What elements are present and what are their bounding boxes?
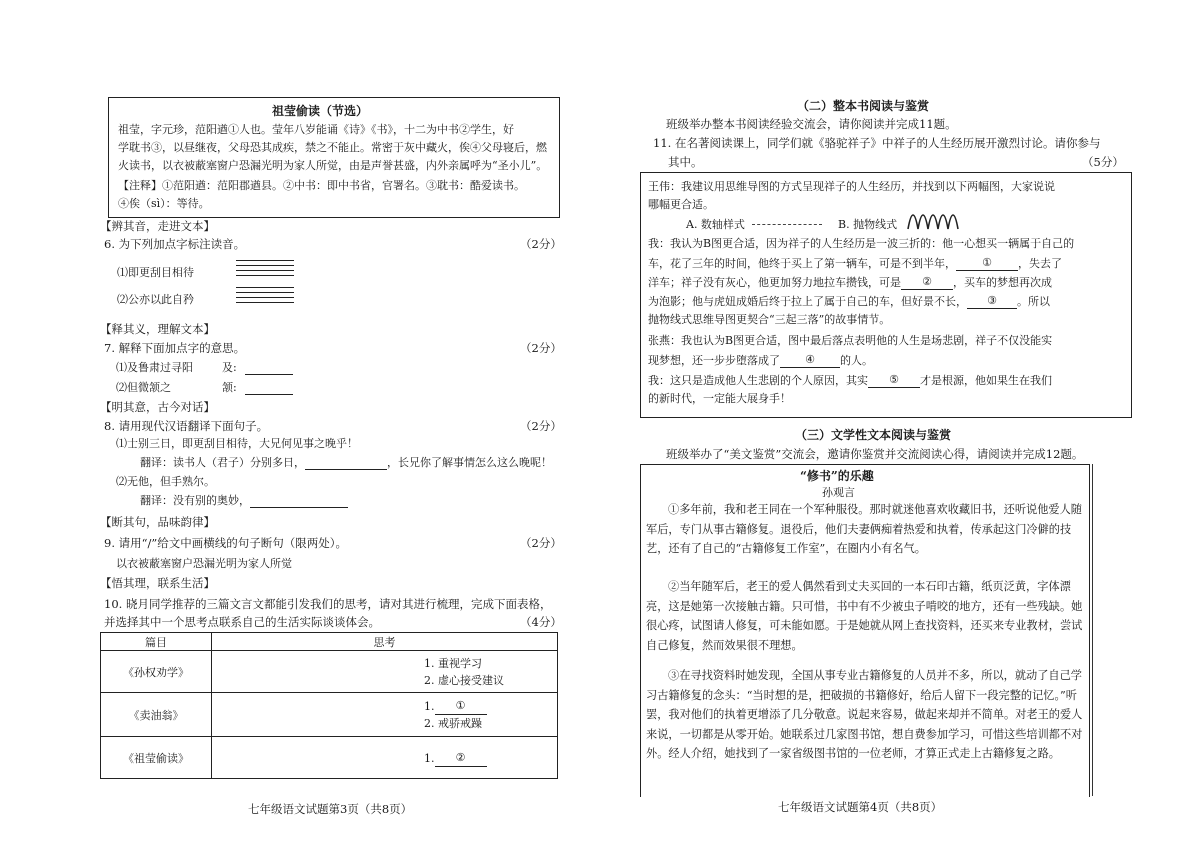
thoughts-cell <box>212 693 558 737</box>
article-paragraph-3: ③在寻找资料时她发现，全国从事专业古籍修复的人员并不多，所以，就动了自己学习古籍修复的念头：“当时想的是，把破损的书籍修好，给后人留下一段完整的记忆。”听罢，我对他们的执着更增添了几分敬意。说起来容易，做起来却并不简单。对老王的爱人来说，一切都是从零开始。她联系过几家图书馆，想自费参加学习，可惜这些培训都不对外。经人介绍，她找到了一家省级图书馆的一位老师，才算正式走上古籍修复之路。 <box>646 669 1083 760</box>
pinyin-lines <box>236 287 294 307</box>
question-9: 9. 请用“/”给文中画横线的句子断句（限两处）。 <box>104 536 348 550</box>
text-run: 为泡影；他与虎妞成婚后终于拉上了属于自己的车，但好景不长， <box>648 295 967 308</box>
answer-blank-4[interactable]: ④ <box>780 352 840 368</box>
text-run: 现梦想，还一步步堕落成了 <box>648 354 780 367</box>
question-11-line2: 其中。 <box>668 155 703 169</box>
question-7: 7. 解释下面加点字的意思。 <box>104 341 246 355</box>
text-run: 我：这只是造成他人生悲剧的个人原因，其实 <box>648 374 868 387</box>
text-run: 洋车；祥子没有灰心，他更加努力地拉车攒钱，可是 <box>648 276 901 289</box>
text-run: 车，花了三年的时间，他终于买上了第一辆车，可是不到半年， <box>648 257 956 270</box>
question-11: 11. 在名著阅读课上，同学们就《骆驼祥子》中祥子的人生经历展开激烈讨论。请你参与 <box>653 136 1101 150</box>
passage-line: 祖莹，字元珍，范阳遒①人也。莹年八岁能诵《诗》《书》，十二为中书②学生，好 <box>118 123 514 136</box>
thoughts-cell <box>212 737 558 779</box>
work-title: 《孙权劝学》 <box>101 651 212 693</box>
points: （2分） <box>520 237 562 251</box>
question-8: 8. 请用现代汉语翻译下面句子。 <box>104 419 269 433</box>
passage-line: 火读书，以衣被蔽塞窗户恐漏光明为家人所觉，由是声誉甚盛，内外亲属呼为“圣小儿”。 <box>118 159 548 172</box>
annotation-line: 【注释】①范阳遒：范阳郡遒县。②中书：即中书省，官署名。③耽书：酷爱读书。 <box>118 179 525 192</box>
thought: 2. 虚心接受建议 <box>424 673 504 687</box>
translation-suffix: ，长兄你了解事情怎么这么晚呢！ <box>387 456 552 469</box>
option-b <box>838 217 897 232</box>
thoughts-cell <box>212 651 558 693</box>
q7-char-b: 颔: <box>222 381 237 394</box>
page-footer: 七年级语文试题第4页（共8页） <box>778 800 943 814</box>
discussion-line: 我：我认为B图更合适，因为祥子的人生经历是一波三折的：他一心想买一辆属于自己的 <box>648 237 1075 250</box>
option-b-label: B. 抛物线式 <box>838 218 898 231</box>
discussion-line: 张燕：我也认为B图更合适，图中最后落点表明他的人生是场悲剧，祥子不仅没能实 <box>648 334 1053 347</box>
discussion-line <box>648 274 1052 290</box>
section-heading: 【明其意，古今对话】 <box>100 400 215 414</box>
wave-graph-icon <box>906 205 968 231</box>
answer-blank-2[interactable]: ② <box>901 274 953 290</box>
discussion-line <box>648 255 1062 271</box>
page-footer: 七年级语文试题第3页（共8页） <box>248 802 413 816</box>
answer-blank[interactable] <box>245 360 293 375</box>
question-10: 10. 晓月同学推荐的三篇文言文都能引发我们的思考，请对其进行梳理，完成下面表格， <box>104 597 552 611</box>
work-title: 《祖莹偷读》 <box>101 737 212 779</box>
section-intro: 班级举办了“美文鉴赏”交流会，邀请你鉴赏并交流阅读心得，请阅读并完成12题。 <box>666 447 1084 461</box>
points: （4分） <box>520 615 562 629</box>
points: （2分） <box>520 341 562 355</box>
translation-prefix: 翻译：没有别的奥妙， <box>140 494 250 507</box>
section-heading: 【悟其理，联系生活】 <box>100 576 215 590</box>
option-a-label: A. 数轴样式 <box>686 218 745 231</box>
q8-item-b: ⑵无他，但手熟尔。 <box>116 475 215 488</box>
section-heading: 【断其句，品味韵律】 <box>100 515 215 529</box>
question-10-line2: 并选择其中一个思考点联系自己的生活实际谈谈体会。 <box>104 615 380 629</box>
passage-title: 祖莹偷读（节选） <box>272 104 369 118</box>
text-run: ，失去了 <box>1018 257 1062 270</box>
q8-translation-a <box>140 455 552 470</box>
section-heading: 【辨其音，走进文本】 <box>100 219 215 233</box>
table-row <box>101 737 558 779</box>
points: （2分） <box>520 419 562 433</box>
points: （2分） <box>520 536 562 550</box>
translation-prefix: 翻译：读书人（君子）分别多日， <box>140 456 305 469</box>
passage-line: 学耽书③，以昼继夜，父母恐其成疾，禁之不能止。常密于灰中藏火，俟④父母寝后，燃 <box>118 141 547 154</box>
points: （5分） <box>1082 155 1124 169</box>
discussion-line: 哪幅更合适。 <box>648 198 714 211</box>
article-author: 孙观言 <box>822 486 855 499</box>
thought: 1. <box>424 700 435 713</box>
text-run: 的人。 <box>840 354 873 367</box>
q7-item-a: ⑴及鲁肃过寻阳 <box>116 361 193 374</box>
discussion-line: 的新时代，一定能大展身手！ <box>648 392 791 405</box>
answer-blank[interactable]: ② <box>435 749 487 767</box>
question-6: 6. 为下列加点字标注读音。 <box>104 237 246 251</box>
article-paragraph-1: ①多年前，我和老王同在一个军种服役。那时就迷他喜欢收藏旧书，还听说他爱人随军后，专门从事古籍修复。退役后，他们夫妻俩痴着热爱和执着，传承起这门冷僻的技艺，还有了自己的“古籍修复工作室”，在圈内小有名气。 <box>646 503 1082 555</box>
q6-item-b: ⑵公亦以此自矜 <box>117 293 194 306</box>
annotation-line: ④俟（sì）：等待。 <box>118 197 210 210</box>
discussion-line <box>648 293 1050 309</box>
table-row <box>101 693 558 737</box>
text-run: 。所以 <box>1017 295 1050 308</box>
discussion-line <box>648 352 873 368</box>
answer-blank-1[interactable]: ① <box>956 255 1018 271</box>
q8-item-a: ⑴士别三日，即更刮目相待，大兄何见事之晚乎！ <box>116 437 358 450</box>
discussion-line: 王伟：我建议用思维导图的方式呈现祥子的人生经历，并找到以下两幅图，大家说说 <box>648 180 1055 193</box>
discussion-line: 抛物线式思维导图更契合“三起三落”的故事情节。 <box>648 313 891 326</box>
discussion-line <box>648 372 1052 388</box>
answer-blank[interactable] <box>245 380 293 395</box>
number-line-icon <box>752 224 822 226</box>
section-intro: 班级举办整本书阅读经验交流会，请你阅读并完成11题。 <box>666 117 957 131</box>
q7-item-b: ⑵但微颔之 <box>116 381 171 394</box>
answer-blank[interactable]: ① <box>435 697 487 715</box>
answer-blank[interactable] <box>305 456 387 470</box>
q9-sentence: 以衣被蔽塞窗户恐漏光明为家人所觉 <box>116 557 292 570</box>
article-title: “修书”的乐趣 <box>800 469 874 483</box>
page-4 <box>600 0 1200 849</box>
q6-item-a: ⑴即更刮目相待 <box>117 266 194 279</box>
q8-translation-b <box>140 493 348 508</box>
pinyin-lines <box>236 260 294 280</box>
answer-blank[interactable] <box>250 494 348 508</box>
section-title: （三）文学性文本阅读与鉴赏 <box>795 428 952 442</box>
table-header: 篇目 <box>101 633 212 651</box>
text-run: ，买车的梦想再次成 <box>953 276 1052 289</box>
article-paragraph-2: ②当年随军后，老王的爱人偶然看到丈夫买回的一本石印古籍，纸页泛黄，字体漂亮，这是她第一次接触古籍。只可惜，书中有不少被虫子啃咬的地方，还有一些残缺。她很心疼，试图请人修复，可未能如愿。于是她就从网上查找资料，还买来专业教材，尝试自己修复，然而效果很不理想。 <box>646 580 1083 652</box>
page-edge-line <box>1092 464 1093 796</box>
table-header: 思考 <box>212 633 558 651</box>
thought: 1. 重视学习 <box>424 656 482 670</box>
thought: 2. 戒骄戒躁 <box>424 717 482 730</box>
q10-table <box>100 632 558 779</box>
section-title: （二）整本书阅读与鉴赏 <box>797 99 930 113</box>
text-run: 才是根源，他如果生在我们 <box>920 374 1052 387</box>
answer-blank-3[interactable]: ③ <box>967 293 1017 309</box>
q7-char-a: 及: <box>222 361 237 374</box>
thought: 1. <box>424 751 435 765</box>
table-row <box>101 651 558 693</box>
section-heading: 【释其义，理解文本】 <box>100 322 215 336</box>
work-title: 《卖油翁》 <box>101 693 212 737</box>
answer-blank-5[interactable]: ⑤ <box>868 372 920 388</box>
option-a <box>686 217 822 232</box>
